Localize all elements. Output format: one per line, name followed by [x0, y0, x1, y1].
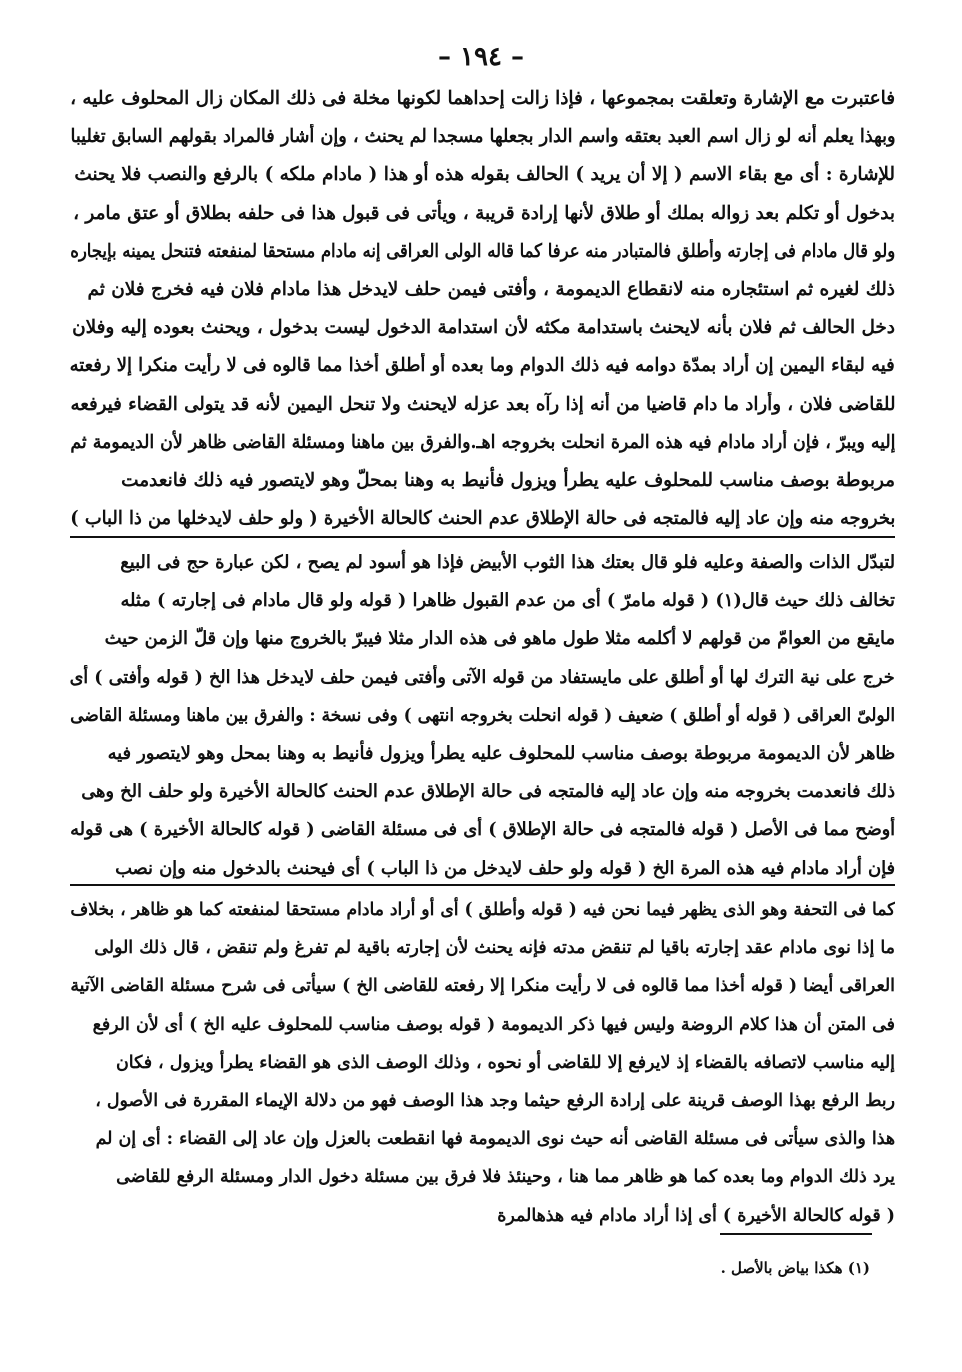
commentary-line: ربط الرفع بهذا الوصف قرينة على إرادة الرفع حيثما وجد هذا الوصف فهو من دلالة الإيماء المقررة فى الأصول ،: [95, 1090, 895, 1111]
main-text-line: بخروجه منه وإن عاد إليه فالمتجه فى حالة الإطلاق عدم الحنث كالحالة الأخيرة ( ولو حلف لايدخلها من ذا الباب ): [70, 508, 895, 530]
main-text-line: ذلك لغيره ثم استئجاره منه لانقطاع الديمومة ، وأفتى فيمن حلف لايدخل هذا مادام فلان فيه فخرج فلان ثم: [87, 278, 895, 300]
section-divider: [70, 884, 895, 886]
commentary-line: فإن أراد مادام فيه هذه المرة الخ ( قوله ولو حلف لايدخل من ذا الباب ) أى فيحنث بالدخول منه وإن نصب: [115, 857, 895, 879]
main-text-line: ولو قال مادام فى إجارته وأطلق فالمتبادر منه عرفا كما قاله الولى العراقى إنه مادام مستحقا لمنفعته فتنحل يمينه بإيجاره: [70, 240, 895, 262]
commentary-line: مايقع من العوامّ من قولهم لا أكلمه مثلا طول ماهو فى هذه الدار مثلا فيبرّ بالخروج منها وإن قلّ الزمن حيث: [104, 628, 895, 650]
section-divider: [70, 536, 895, 538]
commentary-block-2: [70, 891, 895, 1235]
commentary-line: هذا والذى سيأتى فى مسئلة القاضى أنه حيث نوى الديمومة فها انقطعت بالعزل وإن عاد إلى القضاء : أى إن لم: [95, 1129, 895, 1150]
commentary-line: إليه مناسب لاتصافه بالقضاء إذ لايرفع إلا للقاضى أو نحوه ، وذلك الوصف الذى هو القضاء يطرأ ويزول ، فكان: [116, 1052, 895, 1073]
commentary-line: لتبدّل الذات والصفة وعليه فلو قال بعتك هذا الثوب الأبيض فإذا هو أسود لم يصح ، لكن عبارة حج فى البيع: [120, 552, 895, 573]
commentary-line: ذلك فانعدمت بخروجه منه وإن عاد إليه فالمتجه فى حالة الإطلاق عدم الحنث كالحالة الأخيرة ولو حلف الخ وهى: [81, 781, 895, 803]
main-text-block: [70, 80, 895, 538]
commentary-line: أوضح مما فى الأصل ( قوله فالمتجه فى حالة الإطلاق ) أى فى مسئلة القاضى ( قوله كالحالة الأخيرة ) هى قوله: [70, 819, 895, 841]
footnote-divider: [720, 1233, 872, 1235]
main-text-line: بدخول أو تكلم بعد زواله بملك أو طلاق لأنها إرادة قريبة ، ويأتى فى قبول هذا فى حلفه بطلاق أو عتق مامر ،: [73, 202, 895, 224]
commentary-line: ( قوله كالحالة الأخيرة ) أى إذا أراد مادام فيه هذهالمرة: [497, 1205, 895, 1226]
commentary-line: كما فى التحفة وهو الذى يظهر فيما نحن فيه ( قوله وأطلق ) أى أو أراد مادام مستحقا لمنفعته كما هو ظاهر ، بخلاف: [70, 900, 895, 920]
commentary-line: ظاهر لأن الديمومة مربوطة بوصف مناسب للمحلوف عليه يطرأ ويزول فأنيط به وهنا بمحل وهو لايتصور فيه: [107, 742, 895, 764]
commentary-line: فى المتن أن هذا كلام الروضة وليس فيها ذكر الديمومة ( قوله بوصف مناسب للمحلوف عليه الخ ) أى لأن الرفع: [92, 1014, 895, 1035]
main-text-line: دخل الحالف ثم فلان بأنه لايحنث باستدامة مكثه لأن استدامة الدخول ليست بدخول ، ويحنث بعوده إليه وفلان: [72, 317, 895, 339]
main-text-line: إليه ويبرّ ، فإن أراد مادام فيه هذه المرة انحلت بخروجه اهـ.والفرق بين ماهنا ومسئلة القاضى ظاهر لأن الديمومة ثم: [70, 431, 895, 453]
commentary-line: يرد ذلك الدوام وما بعده كما هو ظاهر مما هنا ، وحينئذ فلا فرق بين مسئلة دخول الدار ومسئلة الرفع للقاضى: [116, 1167, 895, 1188]
main-text-line: فيه لبقاء اليمين إن أراد بمدّة دوامه فيه ذلك الدوام وما بعده أو أطلق أخذا مما قالوه فى لا رأيت منكرا إلا رفعته: [70, 355, 895, 377]
main-text-line: مربوطة بوصف مناسب للمحلوف عليه يطرأ ويزول فأنيط به وهنا بمحلّ وهو لايتصور فيه ذلك فانعدمت: [121, 469, 895, 491]
main-text-line: للإشارة : أى مع بقاء الاسم ( إلا أن يريد ) الحالف بقوله هذه أو هذا ( مادام ملكه ) بالرفع والنصب فلا يحنث: [74, 164, 895, 186]
commentary-line: الولىّ العراقى ( قوله أو أطلق ) ضعيف ( قوله انحلت بخروجه انتهى ) وفى نسخة : والفرق بين ماهنا ومسئلة القاضى: [70, 704, 895, 726]
main-text-line: فاعتبرت مع الإشارة وتعلقت بمجموعها ، فإذا زالت إحداهما لكونها مخلة فى ذلك المكان زال المحلوف عليه ،: [70, 88, 895, 109]
commentary-line: العراقى أيضا ( قوله أخذا مما قالوه فى لا رأيت منكرا إلا رفعته للقاضى الخ ) سيأتى فى شرح مسئلة القاضى الآتية: [70, 976, 895, 997]
commentary-block-1: [70, 544, 895, 888]
commentary-line: خرج على نية الترك لها أو أطلق على مايستفاد من قوله الآتى وأفتى فيمن حلف لايدخل هذا الخ ( قوله وأفتى ) أى: [70, 666, 895, 688]
commentary-line: ما إذا نوى مادام عقد إجارته باقيا لم تنقض مدته فإنه يحنث لأن إجارته باقية لم تفرغ ولم تنقض ، قال ذلك الولى: [94, 938, 895, 959]
main-text-line: وبهذا يعلم أنه لو زال اسم العبد بعتقه واسم الدار بجعلها مسجدا لم يحنث ، وإن أشار فالمراد بقولهم السابق تغليبا: [70, 126, 895, 148]
commentary-line: تخالف ذلك حيث قال(١) ( قوله مامرّ ) أى من عدم القبول ظاهرا ( قوله ولو قال مادام فى إجارته ) مثله: [120, 590, 895, 612]
footnote: (١) هكذا بياض بالأصل .: [720, 1259, 870, 1277]
main-text-line: للقاضى فلان ، وأراد ما دام قاضيا من أنه إذا رآه بعد عزله لايحنث ولا تنحل اليمين لأنه قد يتولى القضاء فيرفعه: [70, 393, 895, 415]
page-number: – ١٩٤ –: [437, 42, 525, 72]
